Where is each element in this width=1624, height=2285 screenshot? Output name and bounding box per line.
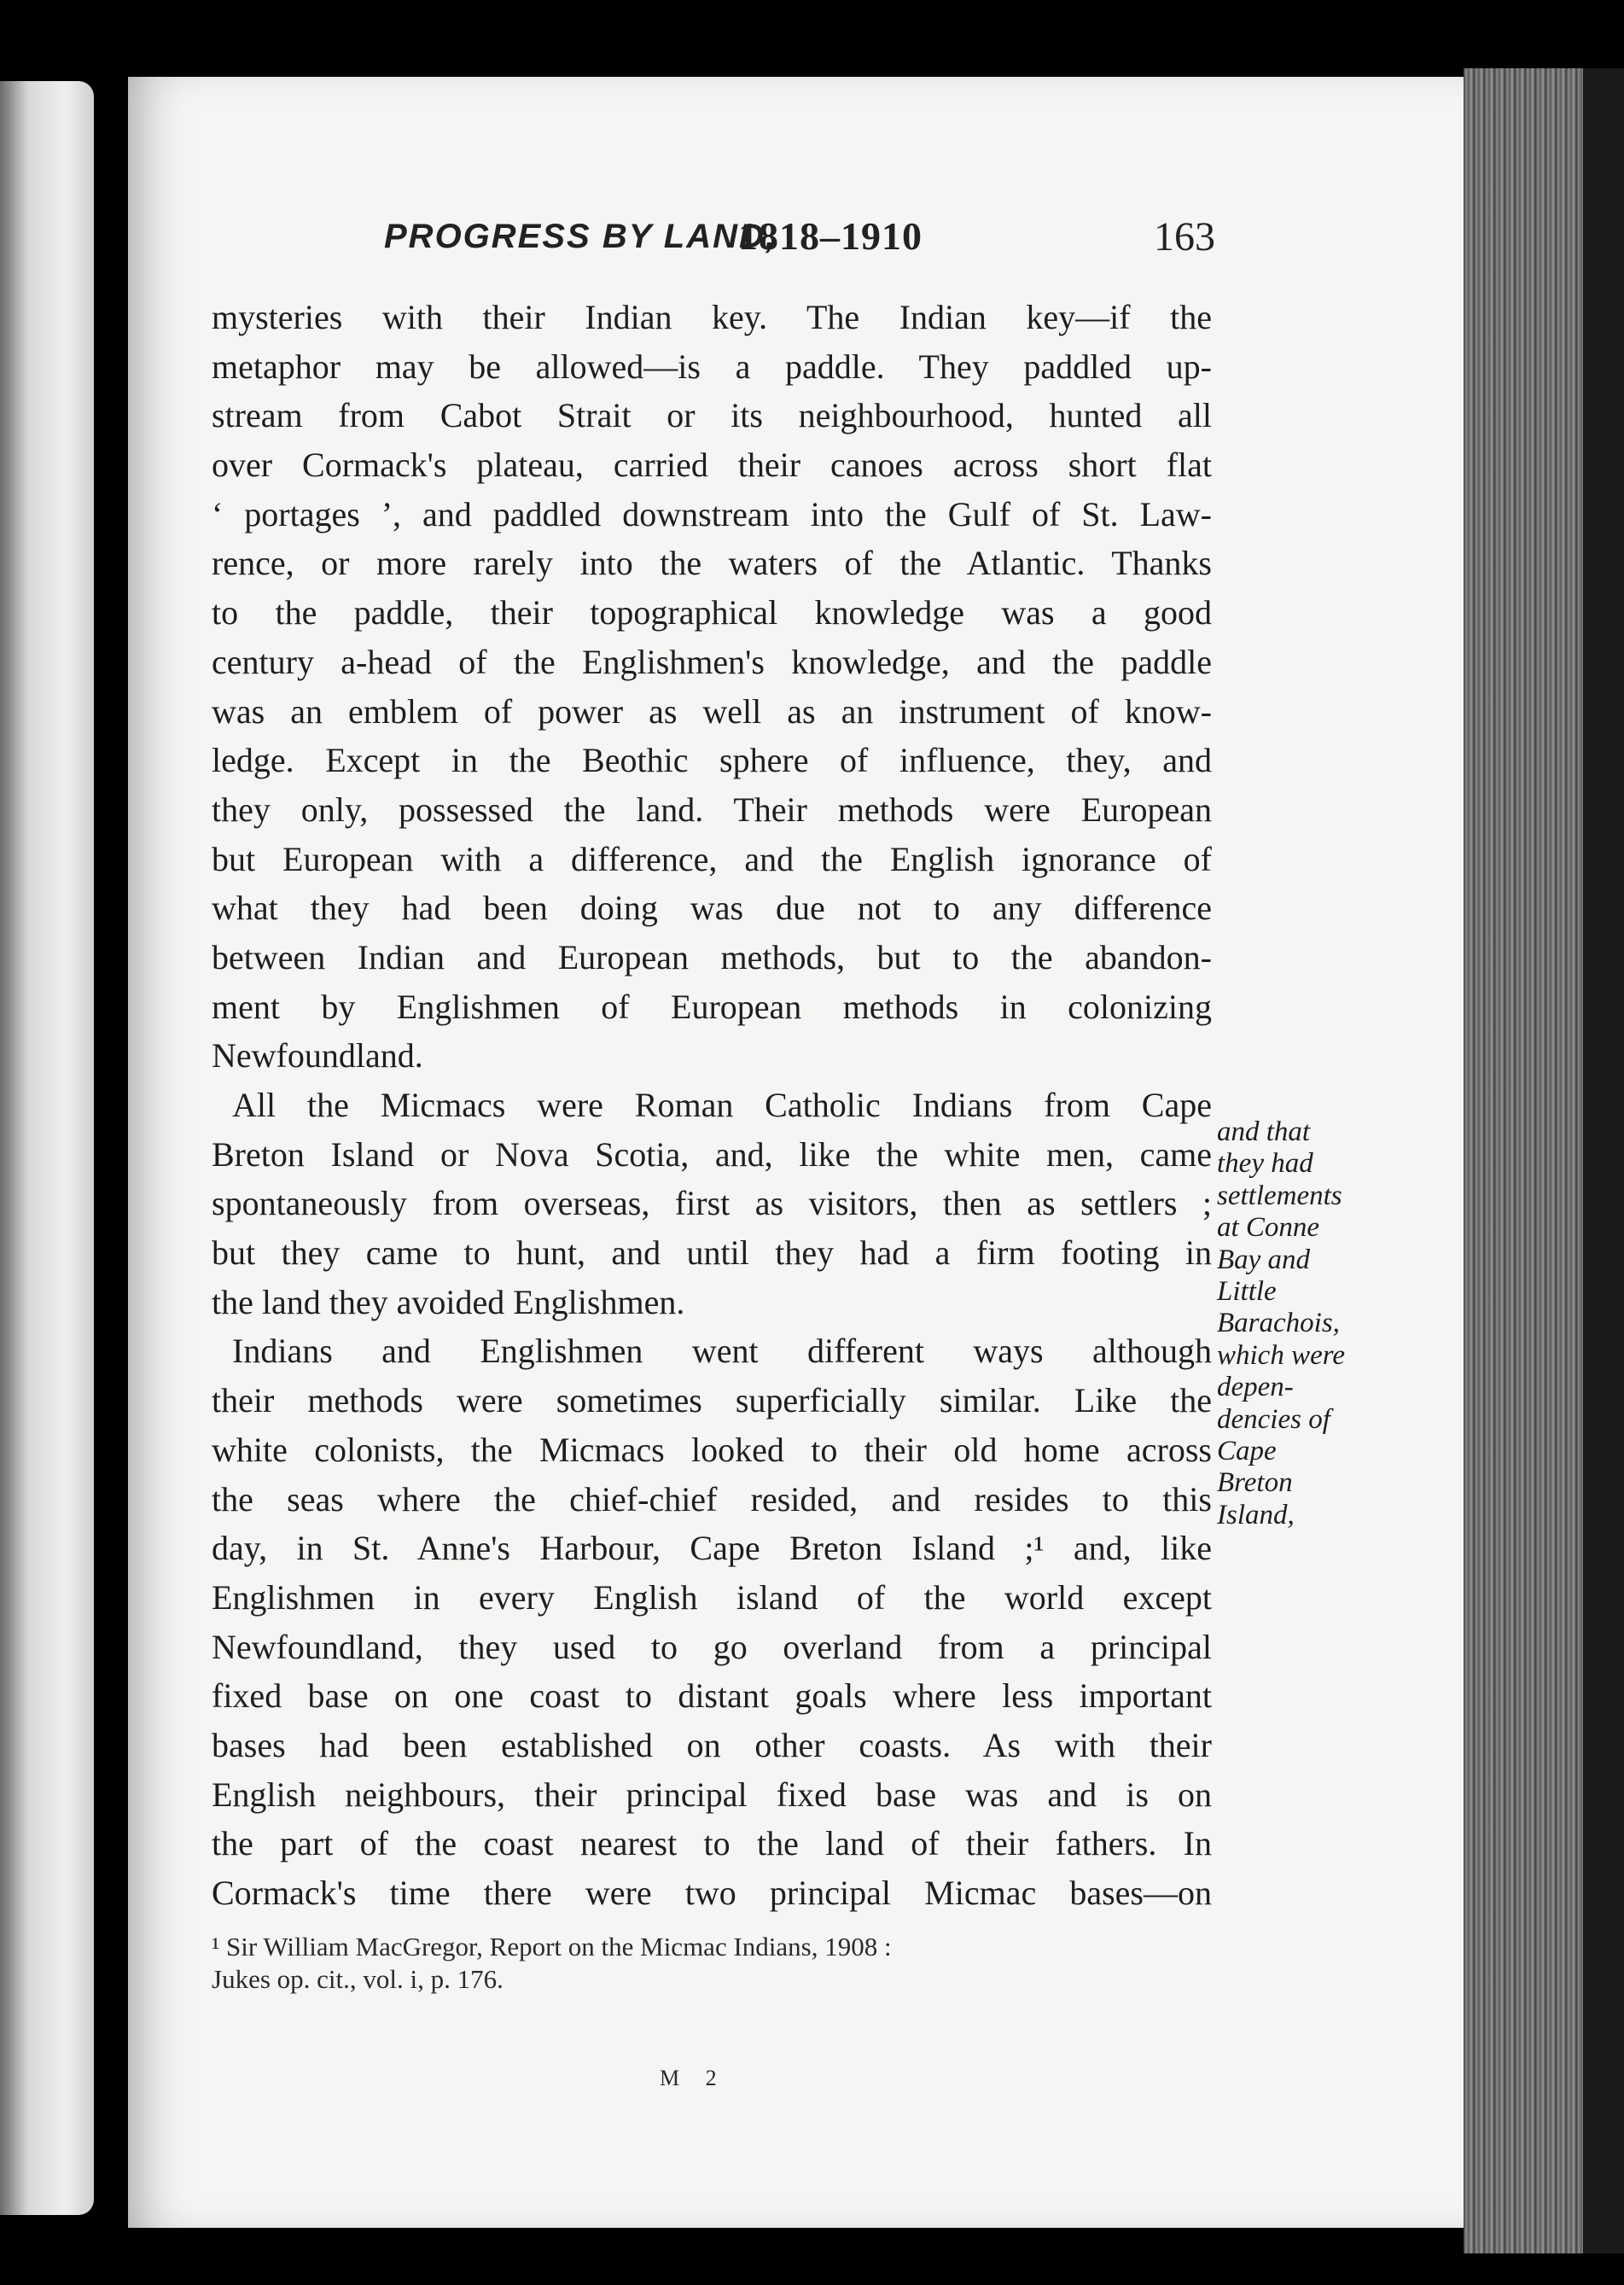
footnote-line: ¹ Sir William MacGregor, Report on the Micmac Indians, 1908 : <box>212 1932 892 1961</box>
running-title: PROGRESS BY LAND, <box>384 218 777 255</box>
text-line: ledge. Except in the Beothic sphere of influence, they, and <box>212 741 1212 780</box>
text-line: All the Micmacs were Roman Catholic Indians from Cape <box>232 1086 1212 1124</box>
page-number: 163 <box>1154 214 1215 259</box>
text-line: was an emblem of power as well as an instrument of know- <box>212 691 1212 731</box>
footnote <box>212 1931 1212 1996</box>
text-line: day, in St. Anne's Harbour, Cape Breton Island ;¹ and, like <box>212 1529 1212 1568</box>
facing-page-edge <box>0 81 94 2215</box>
margin-note-line: dencies of <box>1217 1403 1330 1435</box>
text-line: Newfoundland, they used to go overland from a principal <box>212 1627 1212 1666</box>
text-line: metaphor may be allowed—is a paddle. They paddled up- <box>212 347 1212 386</box>
margin-note-line: Island, <box>1217 1499 1295 1530</box>
text-line: between Indian and European methods, but to the abandon- <box>212 937 1212 976</box>
text-line: century a-head of the Englishmen's knowledge, and the paddle <box>212 642 1212 681</box>
margin-note-line: at Conne <box>1217 1212 1320 1244</box>
text-line: ‘ portages ’, and paddled downstream into the Gulf of St. Law- <box>212 494 1212 533</box>
text-line: bases had been established on other coasts. As with their <box>212 1725 1212 1764</box>
text-line: they only, possessed the land. Their methods were European <box>212 790 1212 829</box>
text-line: rence, or more rarely into the waters of the Atlantic. Thanks <box>212 544 1212 583</box>
margin-note-line: Cape <box>1217 1435 1277 1466</box>
text-line: Indians and Englishmen went different ways although <box>232 1332 1212 1371</box>
text-line: Newfoundland. <box>212 1036 423 1075</box>
text-line: fixed base on one coast to distant goals where less important <box>212 1676 1212 1716</box>
running-years: 1818–1910 <box>738 214 923 258</box>
margin-note-line: Bay and <box>1217 1244 1311 1275</box>
margin-note-line: Breton <box>1217 1467 1293 1499</box>
text-line: spontaneously from overseas, first as visitors, then as settlers ; <box>212 1184 1212 1223</box>
text-line: over Cormack's plateau, carried their canoes across short flat <box>212 446 1212 485</box>
text-line: white colonists, the Micmacs looked to their old home across <box>212 1430 1212 1469</box>
scan-border <box>1583 68 1624 2253</box>
margin-note-line: Little <box>1217 1275 1277 1307</box>
margin-note <box>1217 1116 1396 1531</box>
text-line: Englishmen in every English island of the world except <box>212 1577 1212 1617</box>
margin-note-line: they had <box>1217 1148 1313 1180</box>
margin-note-line: settlements <box>1217 1180 1342 1211</box>
text-line: stream from Cabot Strait or its neighbourhood, hunted all <box>212 396 1212 435</box>
margin-note-line: which were <box>1217 1339 1345 1371</box>
text-line: Breton Island or Nova Scotia, and, like the white men, came <box>212 1134 1212 1174</box>
signature-mark: M 2 <box>660 2066 727 2090</box>
text-line: their methods were sometimes superficially similar. Like the <box>212 1381 1212 1420</box>
text-line: mysteries with their Indian key. The Indian key—if the <box>212 298 1212 336</box>
text-line: the land they avoided Englishmen. <box>212 1282 685 1321</box>
margin-note-line: Barachois, <box>1217 1308 1340 1339</box>
footnote-line: Jukes op. cit., vol. i, p. 176. <box>212 1964 503 1994</box>
text-line: the seas where the chief-chief resided, and resides to this <box>212 1479 1212 1518</box>
text-line: English neighbours, their principal fixed base was and is on <box>212 1775 1212 1814</box>
text-line: Cormack's time there were two principal Micmac bases—on <box>212 1874 1212 1912</box>
text-line: but they came to hunt, and until they had a firm footing in <box>212 1233 1212 1273</box>
margin-note-line: depen- <box>1217 1372 1294 1403</box>
text-line: what they had been doing was due not to any difference <box>212 889 1212 928</box>
text-line: the part of the coast nearest to the land of their fathers. In <box>212 1824 1212 1863</box>
page-stack-edge <box>1464 68 1583 2253</box>
body-text <box>212 293 1212 1918</box>
margin-note-line: and that <box>1217 1116 1311 1147</box>
text-line: to the paddle, their topographical knowledge was a good <box>212 593 1212 632</box>
text-line: but European with a difference, and the English ignorance of <box>212 839 1212 878</box>
text-line: ment by Englishmen of European methods in colonizing <box>212 987 1212 1026</box>
